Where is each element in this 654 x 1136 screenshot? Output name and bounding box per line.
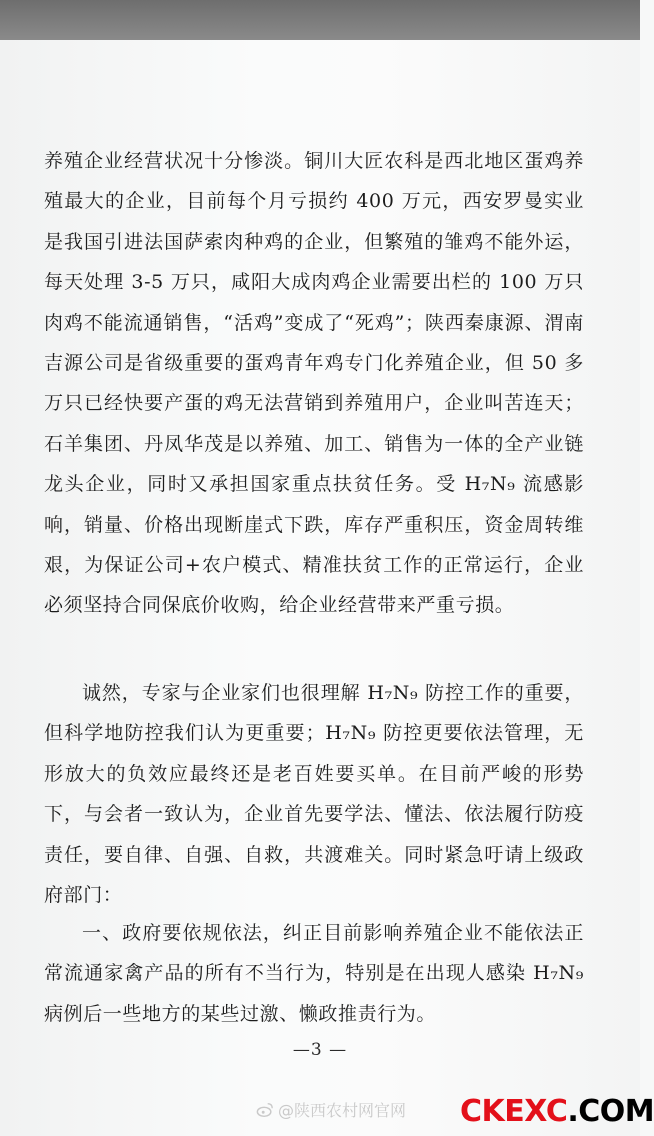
brand-logo-part-a: CKEXC	[460, 1094, 568, 1129]
page-number: —3 —	[292, 1040, 348, 1060]
brand-logo-part-b: .COM	[567, 1094, 654, 1129]
body-paragraph-1: 养殖企业经营状况十分惨淡。铜川大匠农科是西北地区蛋鸡养殖最大的企业，目前每个月亏损约 400 万元，西安罗曼实业是我国引进法国萨索肉种鸡的企业，但繁殖的雏鸡不能外运，每天处理 3-5 万只，咸阳大成肉鸡企业需要出栏的 100 万只肉鸡不能流通销售，“活鸡”变成了“死鸡”；陕西秦康源、渭南吉源公司是省级重要的蛋鸡青年鸡专门化养殖企业，但 50 多万只已经快要产蛋的鸡无法营销到养殖用户，企业叫苦连天；石羊集团、丹凤华茂是以养殖、加工、销售为一体的全产业链龙头企业，同时又承担国家重点扶贫任务。受 H₇N₉ 流感影响，销量、价格出现断崖式下跌，库存严重积压，资金周转维艰，为保证公司+农户模式、精准扶贫工作的正常运行，企业必须坚持合同保底价收购，给企业经营带来严重亏损。	[44, 150, 584, 617]
body-paragraph-2: 诚然，专家与企业家们也很理解 H₇N₉ 防控工作的重要，但科学地防控我们认为更重要；H₇N₉ 防控更要依法管理，无形放大的负效应最终还是老百姓要买单。在目前严峻的形势下，与会者一致认为，企业首先要学法、懂法、依法履行防疫责任，要自律、自强、自救，共渡难关。同时紧急吁请上级政府部门：	[44, 682, 584, 907]
body-paragraph-3: 一、政府要依规依法，纠正目前影响养殖企业不能依法正常流通家禽产品的所有不当行为，特别是在出现人感染 H₇N₉ 病例后一些地方的某些过激、懒政推责行为。	[44, 922, 584, 1025]
watermark-handle-text: @陕西农村网官网	[278, 1101, 407, 1120]
weibo-icon	[256, 1101, 274, 1119]
brand-logo	[460, 1094, 654, 1130]
scan-top-border	[0, 0, 640, 40]
watermark-handle	[256, 1098, 406, 1121]
